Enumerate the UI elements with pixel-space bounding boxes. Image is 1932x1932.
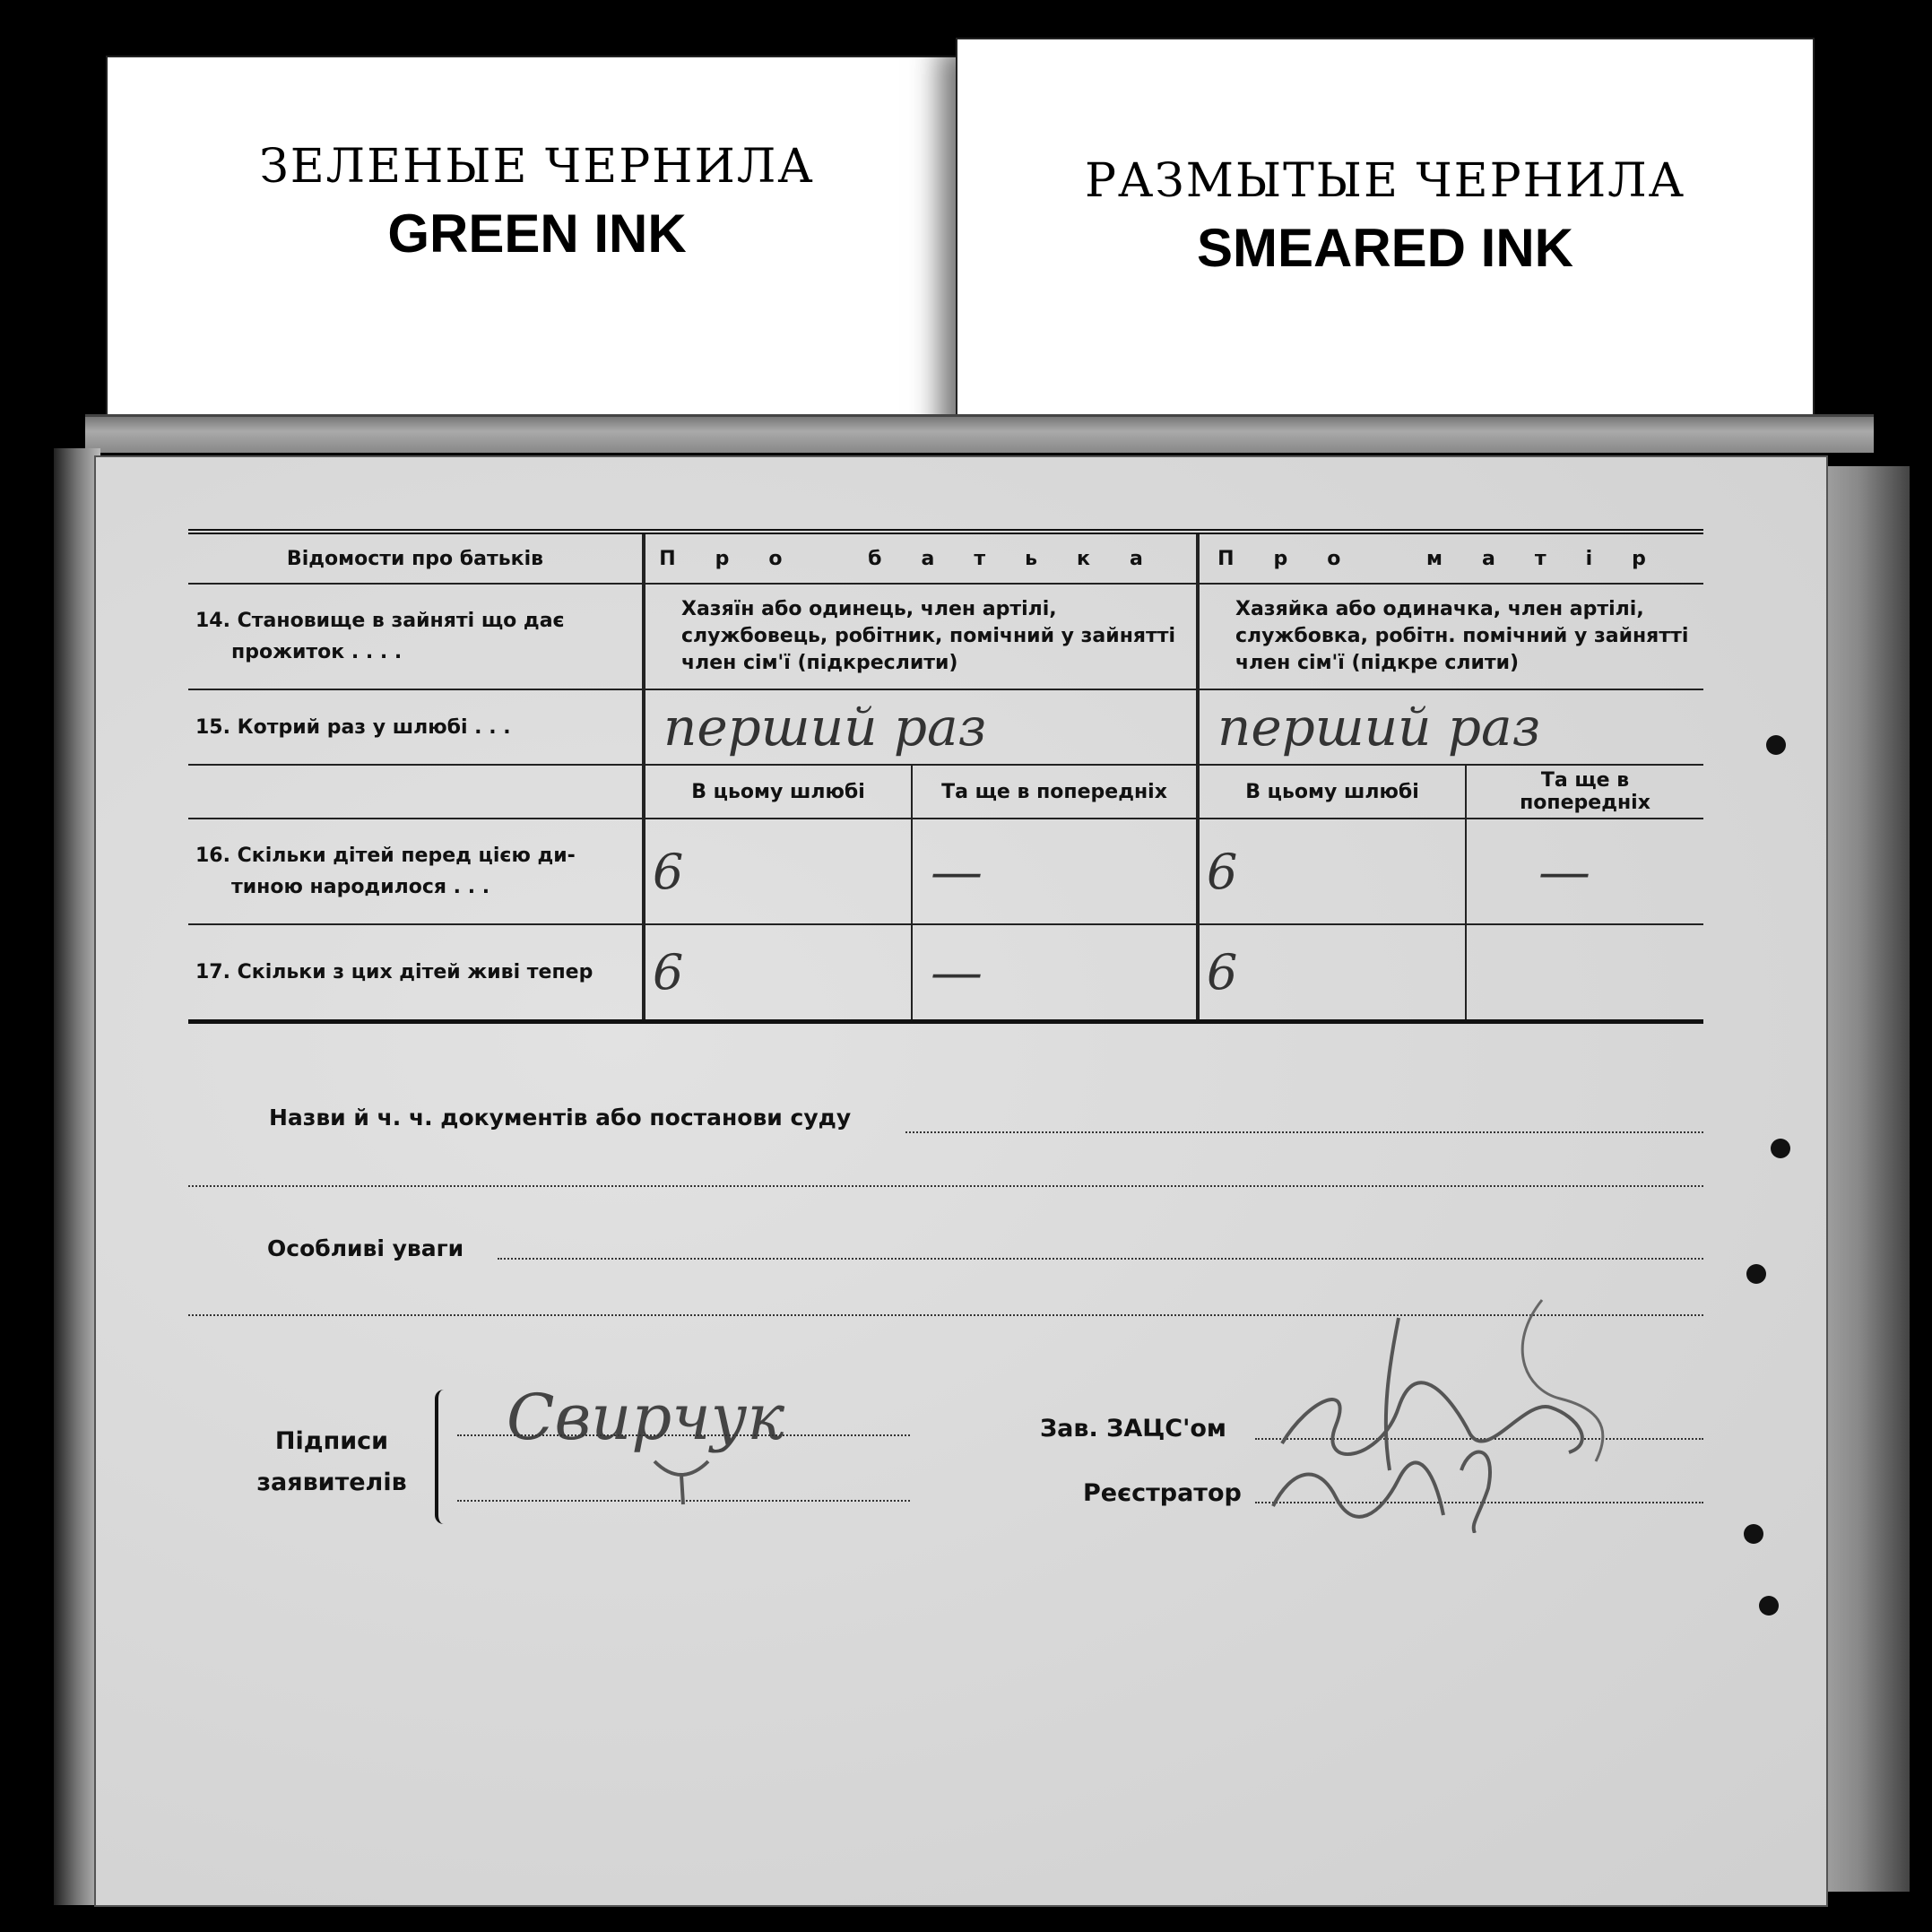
card-ru-text: ЗЕЛЕНЫЕ ЧЕРНИЛА xyxy=(259,140,815,194)
signature-brace xyxy=(435,1390,451,1524)
row14-mother-options: Хазяйка або одиначка, член артілі, службовка, робітн. помічний у зайнятті член сім'ї (підкре слити) xyxy=(1198,584,1703,689)
row16-label-line2: тиною народилося . . . xyxy=(231,876,490,898)
row16-label-line1: 16. Скільки дітей перед цією ди- xyxy=(195,845,576,867)
subheader-father-this: В цьому шлюбі xyxy=(644,765,912,819)
row16-mother-this: 6 xyxy=(1198,819,1466,924)
note-card-green-ink xyxy=(106,56,968,443)
row14-label xyxy=(188,584,644,689)
subheader-mother-prev: Та ще в попередніх xyxy=(1466,765,1703,819)
row17-father-this: 6 xyxy=(644,924,912,1021)
head-registry-label: Зав. ЗАЦС'ом xyxy=(1040,1415,1226,1443)
applicants-label-line1: Підписи xyxy=(274,1427,389,1455)
row17-mother-prev xyxy=(1466,924,1703,1021)
folder-edge xyxy=(85,414,1874,453)
card-en-text: SMEARED INK xyxy=(1196,218,1574,278)
registrar-label: Реєстратор xyxy=(1083,1479,1242,1507)
row16-father-this: 6 xyxy=(644,819,912,924)
table-row-15 xyxy=(188,689,1703,765)
row17-label: 17. Скільки з цих дітей живі тепер xyxy=(188,924,644,1021)
applicant-signature-line-1 xyxy=(457,1434,910,1436)
binder-hole xyxy=(1744,1524,1763,1544)
row14-label-line2: прожиток . . . . xyxy=(231,641,403,663)
subheader-empty xyxy=(188,765,644,819)
row14-father-options: Хазяїн або одинець, член артілі, службовець, робітник, помічний у зайнятті член сім'ї (підкреслити) xyxy=(644,584,1198,689)
binder-hole xyxy=(1766,735,1786,755)
subheader-father-prev: Та ще в попередніх xyxy=(912,765,1198,819)
table-row-14 xyxy=(188,584,1703,689)
subheader-mother-this: В цьому шлюбі xyxy=(1198,765,1466,819)
parents-info-table xyxy=(188,529,1703,1024)
note-card-smeared-ink xyxy=(956,38,1815,443)
applicants-label-line2: заявителів xyxy=(256,1468,407,1496)
remarks-label: Особливі уваги xyxy=(267,1235,464,1261)
documents-dotted-line xyxy=(905,1131,1703,1133)
row15-mother-value: перший раз xyxy=(1198,689,1703,765)
card-en-text: GREEN INK xyxy=(387,204,687,264)
row15-father-value: перший раз xyxy=(644,689,1198,765)
row16-label xyxy=(188,819,644,924)
row17-father-prev: — xyxy=(912,924,1198,1021)
official-signatures-scribble xyxy=(1255,1291,1632,1533)
binder-hole xyxy=(1746,1264,1766,1284)
remarks-dotted-line xyxy=(498,1258,1703,1260)
applicants-signature-label xyxy=(242,1421,421,1503)
applicant-signature: Свирчук xyxy=(507,1381,785,1454)
header-mother: Про матір xyxy=(1198,532,1703,584)
applicant-signature-flourish xyxy=(645,1452,726,1506)
table-header-row xyxy=(188,532,1703,584)
row17-mother-this: 6 xyxy=(1198,924,1466,1021)
documents-label: Назви й ч. ч. документів або постанови суду xyxy=(269,1105,852,1131)
table-row-17 xyxy=(188,924,1703,1021)
table-row-16 xyxy=(188,819,1703,924)
header-parents-info: Відомости про батьків xyxy=(188,532,644,584)
row16-mother-prev: — xyxy=(1466,819,1703,924)
table-subheader-row xyxy=(188,765,1703,819)
row16-father-prev: — xyxy=(912,819,1198,924)
header-father: Про батька xyxy=(644,532,1198,584)
binder-hole xyxy=(1759,1596,1779,1616)
binder-hole xyxy=(1771,1139,1790,1158)
card-ru-text: РАЗМЫТЫЕ ЧЕРНИЛА xyxy=(1084,154,1686,208)
row15-label: 15. Котрий раз у шлюбі . . . xyxy=(188,689,644,765)
row14-label-line1: 14. Становище в зайняті що дає xyxy=(195,610,565,632)
documents-dotted-line-2 xyxy=(188,1185,1703,1187)
